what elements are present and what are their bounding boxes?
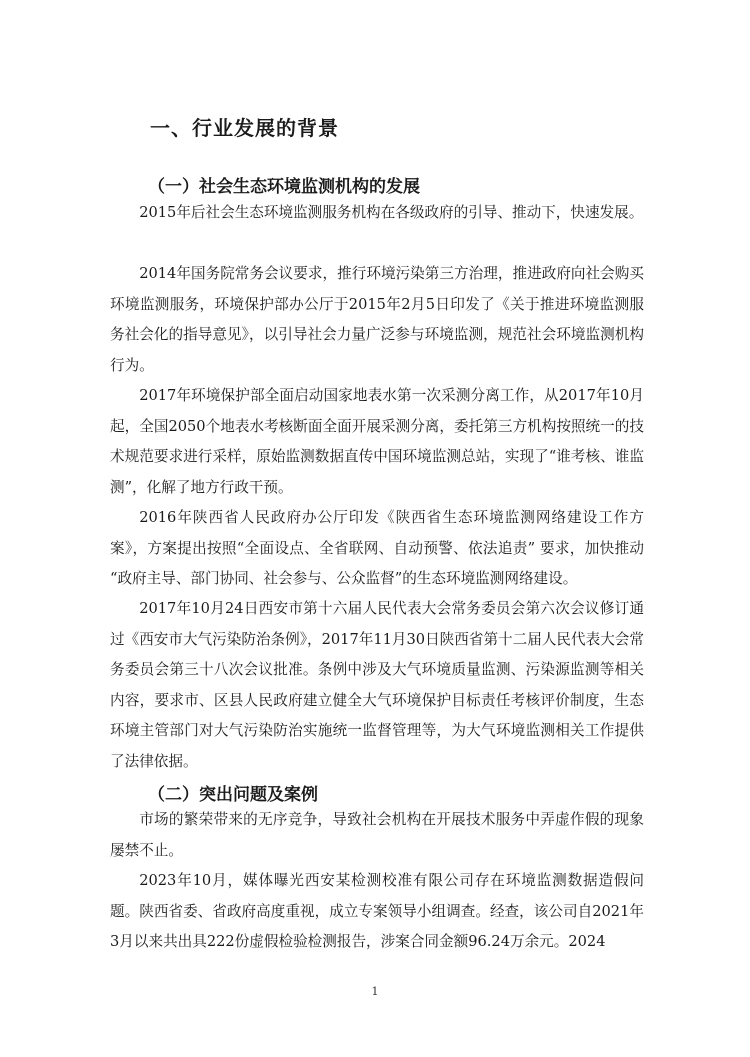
paragraph: 市场的繁荣带来的无序竞争，导致社会机构在开展技术服务中弄虚作假的现象屡禁不止。 bbox=[110, 811, 644, 859]
paragraph: 2015年后社会生态环境监测服务机构在各级政府的引导、推动下，快速发展。 bbox=[139, 204, 644, 221]
paragraph: 2017年环境保护部全面启动国家地表水第一次采测分离工作，从2017年10月起，全国2050个地表水考核断面全面开展采测分离，委托第三方机构按照统一的技术规范要求进行采样，原始监测数据直传中国环境监测总站，实现了“谁考核、谁监测”，化解了地方行政干预。 bbox=[110, 387, 644, 496]
main-heading: 一、行业发展的背景 bbox=[150, 116, 339, 140]
paragraph: 2014年国务院常务会议要求，推行环境污染第三方治理，推进政府向社会购买环境监测服务，环境保护部办公厅于2015年2月5日印发了《关于推进环境监测服务社会化的指导意见》，以引导社会力量广泛参与环境监测，规范社会环境监测机构行为。 bbox=[110, 265, 644, 374]
paragraph: 2016年陕西省人民政府办公厅印发《陕西省生态环境监测网络建设工作方案》，方案提出按照“全面设点、全省联网、自动预警、依法追责” 要求，加快推动 “政府主导、部门协同、社会参与、公众监督”的生态环境监测网络建设。 bbox=[110, 509, 644, 587]
paragraph: 2017年10月24日西安市第十六届人民代表大会常务委员会第六次会议修订通过《西安市大气污染防治条例》，2017年11月30日陕西省第十二届人民代表大会常务委员会第三十八次会议批准。条例中涉及大气环境质量监测、污染源监测等相关内容，要求市、区县人民政府建立健全大气环境保护目标责任考核评价制度，生态环境主管部门对大气污染防治实施统一监督管理等，为大气环境监测相关工作提供了法律依据。 bbox=[110, 600, 644, 770]
page-number: 1 bbox=[371, 985, 379, 998]
section-heading-development: （一）社会生态环境监测机构的发展 bbox=[148, 177, 420, 197]
section-heading-problems: （二）突出问题及案例 bbox=[148, 785, 318, 805]
paragraph: 2023年10月，媒体曝光西安某检测校准有限公司存在环境监测数据造假问题。陕西省委、省政府高度重视，成立专案领导小组调查。经查，该公司自2021年3月以来共出具222份虚假检验检测报告，涉案合同金额96.24万余元。2024 bbox=[110, 872, 644, 950]
